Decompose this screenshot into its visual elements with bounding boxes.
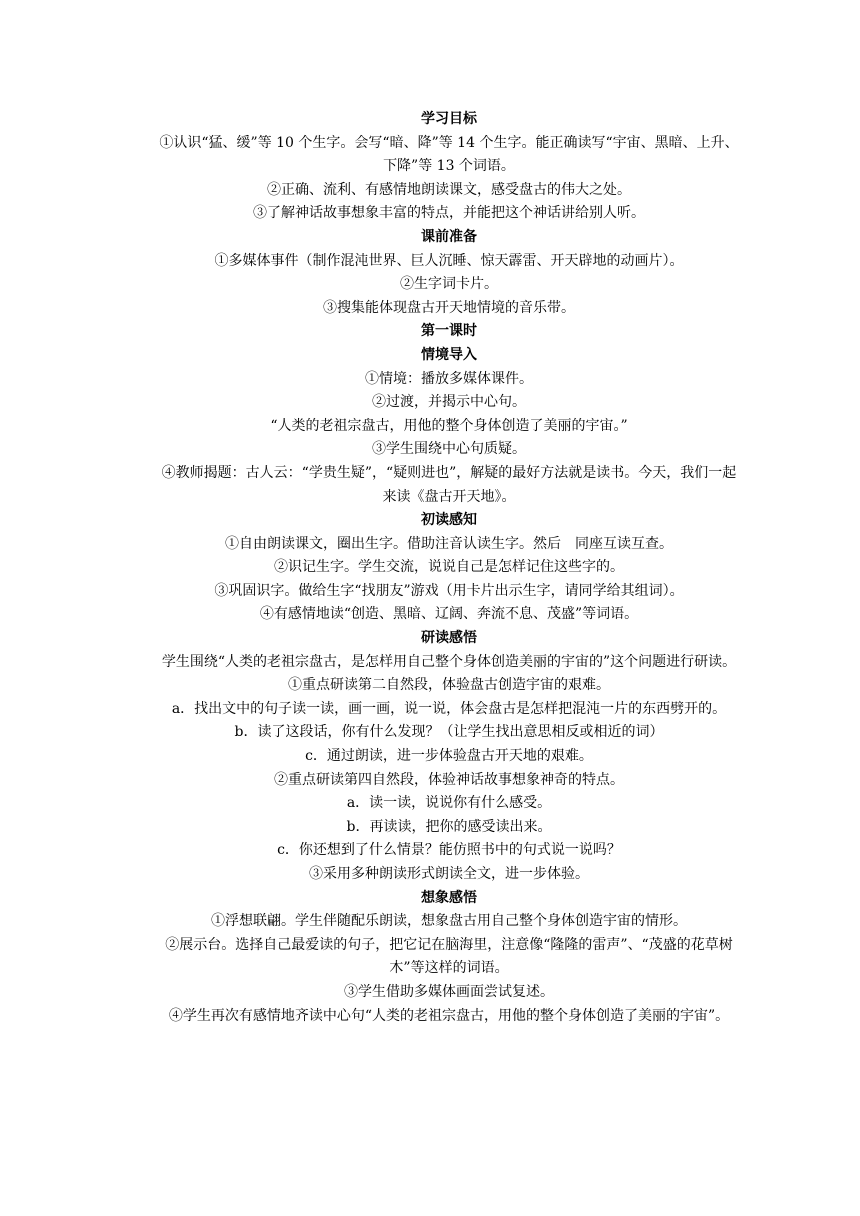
section-heading-first-reading: 初读感知 (421, 512, 477, 529)
study-reading-sub-c1: c．通过朗读，进一步体验盘古开天地的艰难。 (305, 748, 593, 765)
imagination-item-3: ③学生借助多媒体画面尝试复述。 (344, 983, 554, 1000)
introduction-item-1: ①情境：播放多媒体课件。 (365, 370, 533, 387)
introduction-item-3: ③学生围绕中心句质疑。 (372, 441, 526, 458)
first-reading-item-3: ③巩固识字。做给生字“找朋友”游戏（用卡片出示生字，请同学给其组词）。 (214, 582, 684, 599)
section-heading-imagination: 想象感悟 (421, 889, 477, 906)
section-heading-introduction: 情境导入 (421, 346, 477, 363)
study-reading-sub-a2: a．读一读，说说你有什么感受。 (346, 795, 552, 812)
preparation-item-2: ②生字词卡片。 (400, 276, 498, 293)
introduction-item-2: ②过渡，并揭示中心句。 (372, 394, 526, 411)
goal-item-1: ①认识“猛、缓”等 10 个生字。会写“暗、降”等 14 个生字。能正确读写“宇宙、黑暗、上升、下降”等 13 个词语。 (159, 134, 739, 175)
central-sentence-quote: “人类的老祖宗盘古，用他的整个身体创造了美丽的宇宙。” (270, 417, 628, 434)
imagination-item-4: ④学生再次有感情地齐读中心句“人类的老祖宗盘古，用他的整个身体创造了美丽的宇宙”。 (168, 1007, 730, 1024)
study-reading-item-3: ③采用多种朗读形式朗读全文，进一步体验。 (309, 866, 589, 882)
imagination-item-2: ②展示台。选择自己最爱读的句子，把它记在脑海里，注意像“隆隆的雷声”、“茂盛的花草树木”等这样的词语。 (165, 936, 733, 977)
study-reading-item-1: ①重点研读第二自然段，体验盘古创造宇宙的艰难。 (288, 677, 610, 694)
study-reading-sub-a1: a．找出文中的句子读一读，画一画，说一说，体会盘古是怎样把混沌一片的东西劈开的。 (171, 700, 727, 717)
document-body (155, 108, 743, 1028)
study-reading-item-2: ②重点研读第四自然段，体验神话故事想象神奇的特点。 (274, 771, 624, 788)
study-reading-sub-b1: b．读了这段话，你有什么发现？（让学生找出意思相反或相近的词） (234, 724, 664, 741)
first-reading-item-4: ④有感情地读“创造、黑暗、辽阔、奔流不息、茂盛”等词语。 (259, 606, 639, 623)
study-reading-sub-b2: b．再读读，把你的感受读出来。 (346, 818, 552, 835)
goal-item-2: ②正确、流利、有感情地朗读课文，感受盘古的伟大之处。 (267, 181, 631, 198)
imagination-item-1: ①浮想联翩。学生伴随配乐朗读，想象盘古用自己整个身体创造宇宙的情形。 (211, 913, 687, 930)
section-heading-study-reading: 研读感悟 (421, 630, 477, 647)
study-reading-sub-c2: c．你还想到了什么情景？能仿照书中的句式说一说吗？ (277, 842, 621, 859)
goal-item-3: ③了解神话故事想象丰富的特点，并能把这个神话讲给别人听。 (253, 205, 645, 222)
section-heading-learning-goals: 学习目标 (421, 111, 477, 127)
section-heading-preparation: 课前准备 (421, 228, 477, 245)
first-reading-item-2: ②识记生字。学生交流，说说自己是怎样记住这些字的。 (274, 559, 624, 576)
study-reading-intro: 学生围绕“人类的老祖宗盘古，是怎样用自己整个身体创造美丽的宇宙的”这个问题进行研读。 (161, 653, 737, 670)
preparation-item-1: ①多媒体事件（制作混沌世界、巨人沉睡、惊天霹雷、开天辟地的动画片）。 (214, 252, 684, 269)
section-heading-first-lesson: 第一课时 (421, 323, 477, 340)
first-reading-item-1: ①自由朗读课文，圈出生字。借助注音认读生字。然后 同座互读互查。 (225, 535, 673, 552)
introduction-item-4: ④教师揭题：古人云：“学贵生疑”，“疑则进也”，解疑的最好方法就是读书。今天，我们一起来读《盘古开天地》。 (161, 464, 737, 505)
preparation-item-3: ③搜集能体现盘古开天地情境的音乐带。 (323, 299, 575, 316)
